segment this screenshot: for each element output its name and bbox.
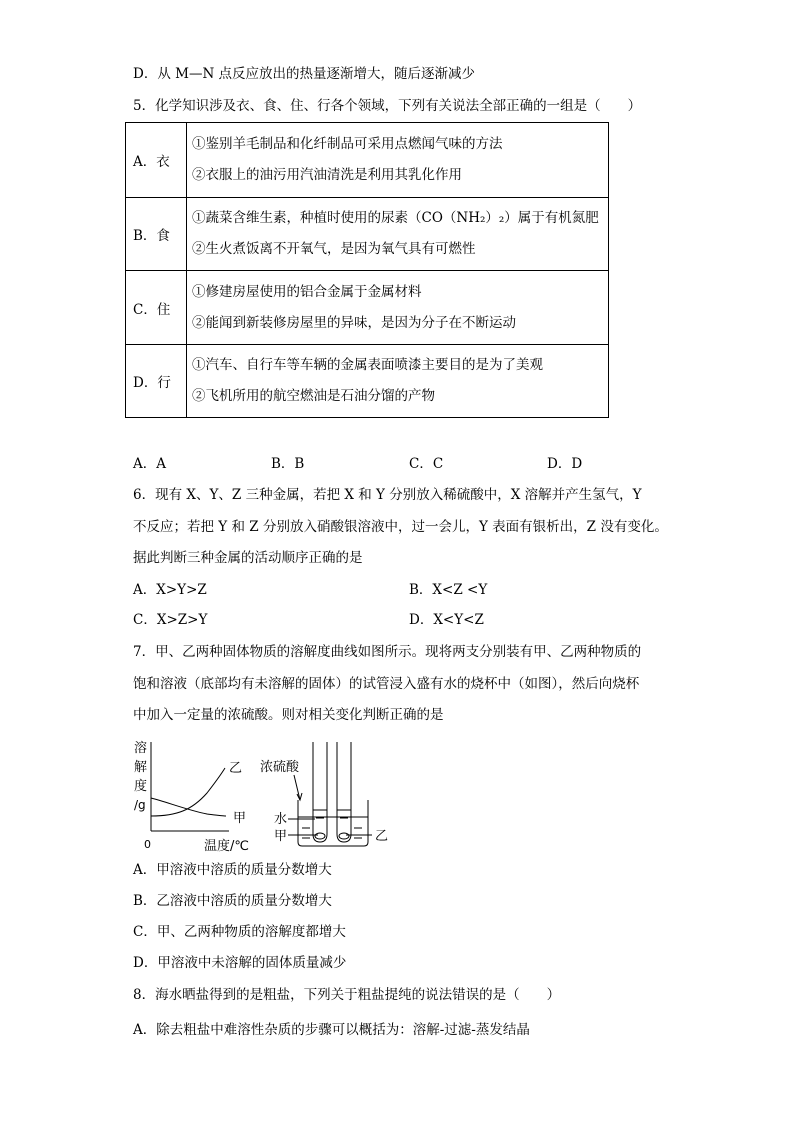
row-item: ②生火煮饭离不开氧气，是因为氧气具有可燃性 bbox=[192, 241, 476, 257]
q5-option-a: A．A bbox=[133, 456, 166, 472]
q7-option-b: B．乙溶液中溶质的质量分数增大 bbox=[133, 893, 332, 909]
row-item: ②能闻到新装修房屋里的异味，是因为分子在不断运动 bbox=[192, 314, 516, 331]
q7-option-d: D．甲溶液中未溶解的固体质量减少 bbox=[133, 955, 347, 971]
origin-label: 0 bbox=[144, 838, 151, 851]
beaker-apparatus bbox=[260, 742, 388, 846]
q7-figure bbox=[132, 738, 392, 856]
q5-option-b: B．B bbox=[271, 456, 305, 472]
table-row bbox=[126, 271, 609, 345]
tube-yi-label: 乙 bbox=[375, 829, 389, 844]
q6-option-d: D．X<Y<Z bbox=[409, 612, 484, 628]
y-axis-label-char: 解 bbox=[134, 760, 148, 775]
acid-pointer bbox=[294, 775, 300, 800]
q6-stem-line: 不反应；若把 Y 和 Z 分别放入硝酸银溶液中，过一会儿，Y 表面有银析出，Z 没有变化。 bbox=[133, 519, 668, 535]
x-axis-label: 温度/℃ bbox=[204, 839, 249, 854]
row-item: ①修建房屋使用的铝合金属于金属材料 bbox=[192, 283, 422, 300]
row-label: D．行 bbox=[126, 345, 187, 418]
solid-residue bbox=[315, 833, 325, 839]
table-row bbox=[126, 123, 609, 198]
q5-options-table bbox=[125, 122, 609, 418]
q4-option-d: D．从 M—N 点反应放出的热量逐渐增大，随后逐渐减少 bbox=[133, 66, 476, 82]
water-label: 水 bbox=[274, 812, 288, 827]
acid-label: 浓硫酸 bbox=[260, 760, 300, 775]
solubility-and-beaker-diagram bbox=[132, 738, 392, 856]
curve-yi-label: 乙 bbox=[229, 761, 243, 776]
row-label: B．食 bbox=[126, 198, 187, 271]
q5-stem: 5．化学知识涉及衣、食、住、行各个领域，下列有关说法全部正确的一组是（ ） bbox=[133, 98, 642, 114]
test-tube-jia bbox=[313, 742, 327, 842]
row-item: ①蔬菜含维生素，种植时使用的尿素（CO（NH₂）₂）属于有机氮肥 bbox=[192, 210, 599, 226]
q6-option-c: C．X>Z>Y bbox=[133, 612, 208, 628]
q7-option-a: A．甲溶液中溶质的质量分数增大 bbox=[133, 862, 332, 878]
test-tube-yi bbox=[337, 742, 351, 842]
q7-stem-line: 饱和溶液（底部均有未溶解的固体）的试管浸入盛有水的烧杯中（如图），然后向烧杯 bbox=[133, 676, 640, 692]
row-label: C．住 bbox=[126, 271, 187, 345]
curve-jia-label: 甲 bbox=[233, 811, 247, 826]
table-row bbox=[126, 345, 609, 418]
table-row bbox=[126, 198, 609, 271]
q6-stem-line: 据此判断三种金属的活动顺序正确的是 bbox=[133, 550, 363, 566]
q8-stem: 8．海水晒盐得到的是粗盐，下列关于粗盐提纯的说法错误的是（ ） bbox=[133, 987, 561, 1003]
row-item: ①汽车、自行车等车辆的金属表面喷漆主要目的是为了美观 bbox=[192, 357, 543, 373]
row-label: A．衣 bbox=[126, 123, 187, 198]
beaker bbox=[298, 800, 368, 846]
q7-option-c: C．甲、乙两种物质的溶解度都增大 bbox=[133, 924, 346, 940]
row-item: ②飞机所用的航空燃油是石油分馏的产物 bbox=[192, 388, 435, 404]
row-item: ②衣服上的油污用汽油清洗是利用其乳化作用 bbox=[192, 167, 462, 183]
y-axis-label-char: /g bbox=[134, 798, 146, 812]
q5-option-d: D．D bbox=[547, 456, 583, 472]
q6-option-b: B．X<Z <Y bbox=[409, 582, 488, 598]
y-axis-label-char: 度 bbox=[134, 779, 148, 794]
q7-stem-line: 7．甲、乙两种固体物质的溶解度曲线如图所示。现将两支分别装有甲、乙两种物质的 bbox=[133, 644, 642, 660]
q7-stem-line: 中加入一定量的浓硫酸。则对相关变化判断正确的是 bbox=[133, 707, 444, 723]
y-axis-label-char: 溶 bbox=[134, 741, 148, 756]
q8-option-a: A．除去粗盐中难溶性杂质的步骤可以概括为：溶解-过滤-蒸发结晶 bbox=[133, 1022, 530, 1038]
q5-option-c: C．C bbox=[409, 456, 444, 472]
solid-residue bbox=[339, 833, 349, 839]
curve-jia bbox=[151, 798, 226, 816]
tube-jia-label: 甲 bbox=[274, 829, 288, 844]
q6-stem-line: 6．现有 X、Y、Z 三种金属，若把 X 和 Y 分别放入稀硫酸中，X 溶解并产生氢气，Y bbox=[133, 487, 642, 503]
row-item: ①鉴别羊毛制品和化纤制品可采用点燃闻气味的方法 bbox=[192, 136, 503, 152]
q6-option-a: A．X>Y>Z bbox=[133, 582, 207, 598]
solubility-graph bbox=[134, 740, 249, 854]
